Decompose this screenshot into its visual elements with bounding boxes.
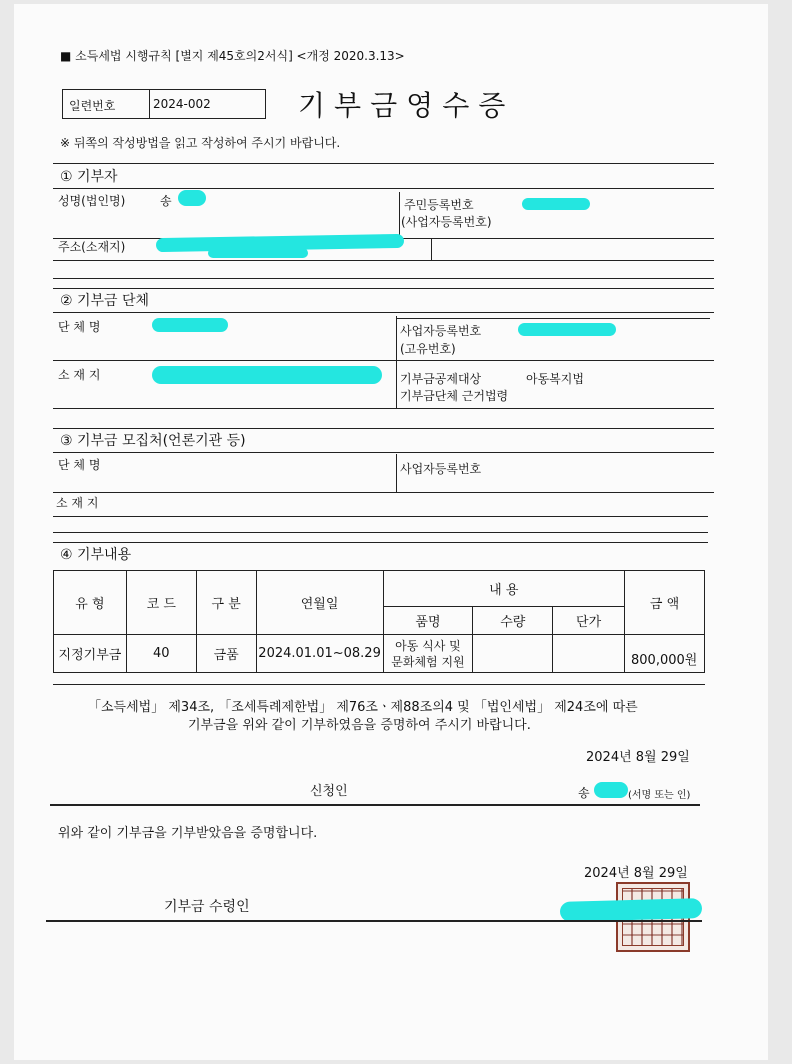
details-section-title: ④ 기부내용 <box>60 547 132 563</box>
cell-item-line-1: 아동 식사 및 <box>395 638 461 653</box>
divider <box>53 260 714 261</box>
receipt-date: 2024년 8월 29일 <box>584 866 688 881</box>
applicant-label: 신청인 <box>310 784 348 799</box>
header-unit-price: 단가 <box>553 607 625 635</box>
cell-amount: 800,000원 <box>625 635 705 673</box>
redaction-mark <box>152 366 382 384</box>
cell-quantity <box>473 635 553 673</box>
donor-id-label: 주민등록번호 <box>404 198 474 212</box>
cell-code: 40 <box>126 635 196 673</box>
deduction-law-value: 아동복지법 <box>526 372 584 386</box>
receipt-statement: 위와 같이 기부금을 기부받았음을 증명합니다. <box>58 826 318 841</box>
header-quantity: 수량 <box>473 607 553 635</box>
divider <box>431 238 432 260</box>
divider <box>53 360 714 361</box>
divider <box>50 804 700 806</box>
redaction-mark <box>518 323 616 336</box>
redaction-mark <box>560 898 702 922</box>
donor-section-title: ① 기부자 <box>60 169 118 185</box>
org-name-label: 단 체 명 <box>58 320 101 334</box>
redaction-mark <box>522 198 590 210</box>
serial-label: 일련번호 <box>69 99 116 113</box>
cell-date: 2024.01.01~08.29 <box>256 635 383 673</box>
deduction-basis-label: 기부금단체 근거법령 <box>400 389 509 403</box>
collector-name-label: 단 체 명 <box>58 458 101 472</box>
cell-unit-price <box>553 635 625 673</box>
divider <box>399 192 400 238</box>
divider <box>53 278 714 279</box>
divider <box>396 454 397 492</box>
certification-line-2: 기부금을 위와 같이 기부하였음을 증명하여 주시기 바랍니다. <box>188 718 531 733</box>
applicant-name: 송 <box>578 786 590 800</box>
donor-bizid-label: (사업자등록번호) <box>401 215 492 229</box>
cell-category: 금품 <box>196 635 256 673</box>
collector-section-title: ③ 기부금 모집처(언론기관 등) <box>60 433 246 449</box>
divider <box>53 188 714 189</box>
application-date: 2024년 8월 29일 <box>586 750 690 765</box>
donor-address-label: 주소(소재지) <box>58 240 126 254</box>
cell-type: 지정기부금 <box>54 635 127 673</box>
header-code: 코 드 <box>126 571 196 635</box>
donor-name-value: 송 <box>160 194 172 208</box>
org-reg-label: 사업자등록번호 <box>400 324 482 338</box>
divider <box>53 542 708 543</box>
divider <box>53 532 708 533</box>
header-date: 연월일 <box>256 571 383 635</box>
divider <box>53 428 714 429</box>
table-row <box>54 635 705 673</box>
redaction-mark <box>208 248 308 258</box>
serial-number: 2024-002 <box>153 97 211 111</box>
divider <box>396 316 397 408</box>
document-title: 기부금영수증 <box>298 89 515 122</box>
recipient-label: 기부금 수령인 <box>164 899 250 915</box>
org-uniq-label: (고유번호) <box>400 342 456 356</box>
divider <box>53 684 705 685</box>
collector-reg-label: 사업자등록번호 <box>400 462 482 476</box>
divider <box>53 163 714 164</box>
instruction-note: ※ 뒤쪽의 작성방법을 읽고 작성하여 주시기 바랍니다. <box>60 136 341 150</box>
organization-section-title: ② 기부금 단체 <box>60 293 150 309</box>
divider <box>53 452 714 453</box>
header-category: 구 분 <box>196 571 256 635</box>
deduction-target-label: 기부금공제대상 <box>400 372 482 386</box>
signature-note: (서명 또는 인) <box>628 790 691 801</box>
certification-line-1: 「소득세법」 제34조, 「조세특례제한법」 제76조ㆍ제88조의4 및 「법인세법」 제24조에 따른 <box>88 700 638 715</box>
divider <box>53 288 714 289</box>
divider <box>53 492 714 493</box>
form-header: ■ 소득세법 시행규칙 [별지 제45호의2서식] <개정 2020.3.13> <box>60 49 405 63</box>
header-item: 품명 <box>383 607 473 635</box>
cell-item-line-2: 문화체험 지원 <box>391 654 465 669</box>
redaction-mark <box>594 782 628 798</box>
redaction-mark <box>152 318 228 332</box>
divider <box>46 920 702 922</box>
donor-name-label: 성명(법인명) <box>58 194 126 208</box>
divider <box>53 516 708 517</box>
header-content: 내 용 <box>383 571 624 607</box>
divider <box>396 318 710 319</box>
divider <box>53 312 714 313</box>
serial-box <box>62 89 266 119</box>
org-address-label: 소 재 지 <box>58 368 101 382</box>
header-amount: 금 액 <box>625 571 705 635</box>
collector-address-label: 소 재 지 <box>56 496 99 510</box>
divider <box>53 408 714 409</box>
redaction-mark <box>178 190 206 206</box>
cell-item <box>383 635 473 673</box>
donation-details-table <box>53 570 705 673</box>
header-type: 유 형 <box>54 571 127 635</box>
